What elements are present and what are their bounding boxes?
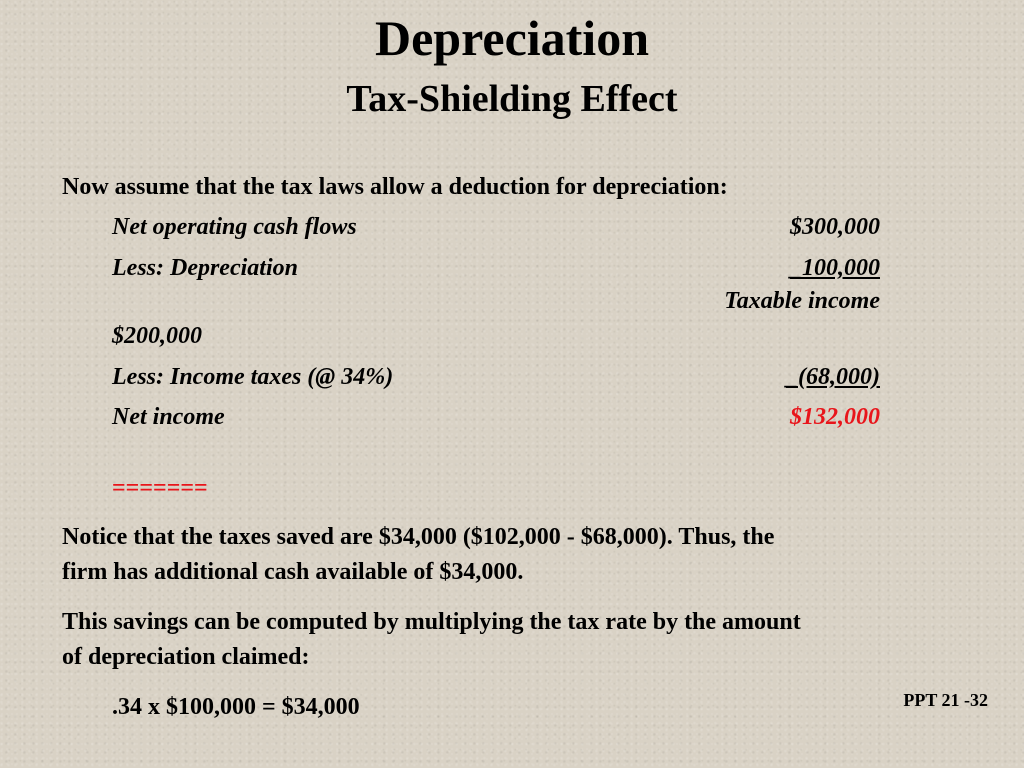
savings-line-1: This savings can be computed by multiplying the tax rate by the amount: [62, 609, 801, 635]
slide-subtitle: Tax-Shielding Effect: [346, 78, 678, 120]
intro-text: Now assume that the tax laws allow a deduction for depreciation:: [62, 174, 728, 200]
row-label-net-income: Net income: [112, 404, 225, 430]
row-value-depreciation: _100,000: [790, 255, 880, 281]
formula: .34 x $100,000 = $34,000: [112, 694, 360, 720]
row-value-income-taxes: _(68,000): [786, 364, 880, 390]
row-label-taxable-income: Taxable income: [724, 288, 880, 314]
row-value-taxable-income: $200,000: [112, 323, 202, 349]
row-value-net-operating-cash-flows: $300,000: [790, 214, 880, 240]
row-value-net-income: $132,000: [790, 404, 880, 430]
savings-line-2: of depreciation claimed:: [62, 644, 310, 670]
row-label-net-operating-cash-flows: Net operating cash flows: [112, 214, 357, 240]
slide-title: Depreciation: [374, 10, 650, 66]
notice-line-1: Notice that the taxes saved are $34,000 ($102,000 - $68,000). Thus, the: [62, 524, 775, 550]
slide-number: PPT 21 -32: [903, 690, 988, 710]
row-label-depreciation: Less: Depreciation: [112, 255, 298, 281]
double-rule: =======: [112, 475, 208, 501]
row-label-income-taxes: Less: Income taxes (@ 34%): [112, 364, 394, 390]
notice-line-2: firm has additional cash available of $34,000.: [62, 559, 524, 585]
